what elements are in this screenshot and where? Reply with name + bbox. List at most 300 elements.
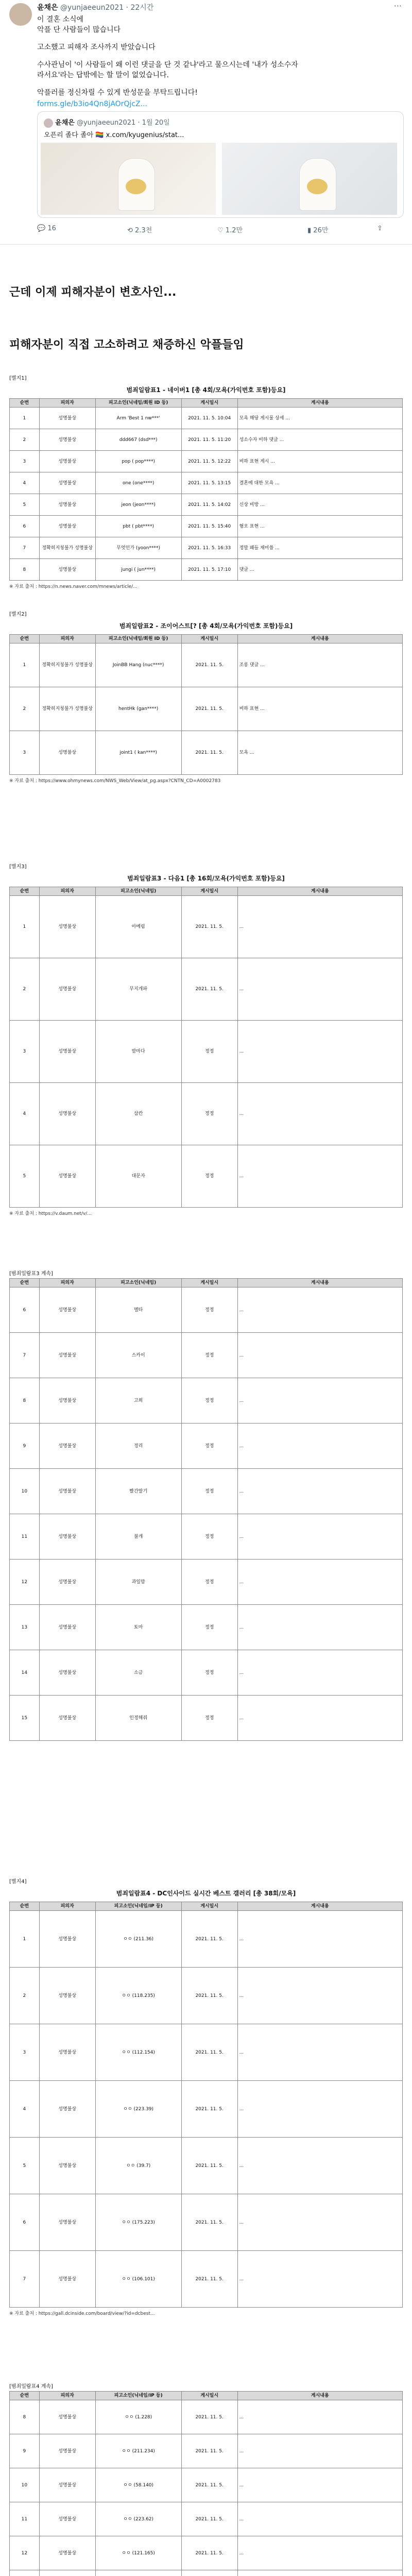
table-cell: hentHk (gan****)	[95, 687, 181, 731]
table-cell: ...	[237, 2194, 402, 2251]
table-row	[10, 472, 403, 494]
table-cell: ㅇㅇ (121.165)	[95, 2536, 181, 2570]
views-button[interactable]: ▮ 26만	[307, 227, 329, 234]
table-cell: 3	[10, 451, 40, 472]
table-cell: 정정	[181, 1333, 237, 1378]
table-cell: ...	[237, 1333, 402, 1378]
table-cell: 성명불상	[39, 2468, 95, 2502]
document-label: [별지1]	[9, 376, 27, 381]
table-cell: 15	[10, 1696, 40, 1741]
table-cell: 성명불상	[39, 1650, 95, 1696]
table-cell: 과일맘	[95, 1560, 181, 1605]
table-cell: ㅇㅇ (211.234)	[95, 2434, 181, 2468]
table-cell: 1	[10, 408, 40, 429]
table-cell: 성명불상	[39, 1968, 95, 2024]
table-row	[10, 2138, 403, 2194]
table-cell: ㅇㅇ (106.101)	[95, 2251, 181, 2308]
column-header: 게시일시	[181, 887, 237, 896]
divider	[0, 244, 412, 245]
table-header-row	[10, 1902, 403, 1911]
table-cell: ...	[237, 2434, 402, 2468]
table-cell: 정정	[181, 1287, 237, 1333]
quote-header	[44, 117, 170, 128]
table-cell: 정말 왜들 재미씁 ...	[237, 537, 402, 559]
table-cell: ㅇㅇ (223.62)	[95, 2502, 181, 2536]
table-cell: 정정	[181, 1021, 237, 1083]
table-cell: 성명불상	[39, 451, 95, 472]
table-cell: ddd667 (dsd***)	[95, 429, 181, 451]
table-row	[10, 958, 403, 1021]
views-count: 26만	[313, 227, 329, 234]
table-cell: 6	[10, 2194, 40, 2251]
table-cell: 2	[10, 958, 40, 1021]
table-cell: 정정	[181, 1378, 237, 1423]
table-cell: 9	[10, 1423, 40, 1469]
table-row	[10, 731, 403, 775]
table-cell: 7	[10, 2251, 40, 2308]
table-cell: one (one****)	[95, 472, 181, 494]
table-cell: 2021. 11. 5. 15:40	[181, 516, 237, 537]
table-cell: 소금	[95, 1650, 181, 1696]
quote-photo[interactable]	[222, 143, 397, 215]
table-cell: ...	[237, 1469, 402, 1514]
table-cell: 정정	[181, 1514, 237, 1560]
evidence-table	[9, 887, 403, 1208]
column-header: 게시내용	[237, 635, 402, 643]
tweet-text-line: 수사관님이 '이 사람들이 왜 이런 댓글을 단 것 같냐'라고 물으시는데 '내가 성소수자	[37, 61, 298, 69]
document-page	[9, 860, 403, 1262]
table-cell: 2021. 11. 5.	[181, 2024, 237, 2081]
column-header: 순번	[10, 887, 40, 896]
table-cell: 정정	[181, 1696, 237, 1741]
document-title: 범죄일람표2 - 조이어스트[? [총 4회/모욕(가익번호 포함)등요]	[119, 622, 293, 630]
table-cell: 토마	[95, 1605, 181, 1650]
table-cell: 3	[10, 2024, 40, 2081]
headline: 근데 이제 피해자분이 변호사인...	[9, 286, 177, 299]
table-cell: 무지개파	[95, 958, 181, 1021]
table-cell: ...	[237, 1423, 402, 1469]
table-cell: 1	[10, 643, 40, 687]
table-cell: 1	[10, 896, 40, 958]
table-row	[10, 643, 403, 687]
table-cell: 2021. 11. 5. 12:22	[181, 451, 237, 472]
table-row	[10, 1514, 403, 1560]
table-cell: 고희	[95, 1378, 181, 1423]
document-page	[9, 1267, 403, 1783]
table-cell: 조롱 댓글 ...	[237, 643, 402, 687]
column-header: 피의자	[39, 2392, 95, 2400]
table-row	[10, 1605, 403, 1650]
table-cell: 성명불상	[39, 1696, 95, 1741]
table-row	[10, 1423, 403, 1469]
document-title: 범죄일람표4 - DC인사이드 실시간 베스트 갤러리 [총 38회/모욕]	[116, 1890, 296, 1897]
table-cell: 14	[10, 1650, 40, 1696]
table-cell: 11	[10, 1514, 40, 1560]
table-cell: 성명불상	[39, 731, 95, 775]
table-cell: ...	[237, 2502, 402, 2536]
table-row	[10, 2194, 403, 2251]
column-header: 순번	[10, 1279, 40, 1287]
table-cell: 멜타	[95, 1287, 181, 1333]
table-cell: ㅇㅇ (39.7)	[95, 2138, 181, 2194]
table-cell: 12	[10, 1560, 40, 1605]
table-cell: ...	[237, 2024, 402, 2081]
author-name[interactable]: 윤채은	[37, 4, 58, 12]
table-cell: 7	[10, 537, 40, 559]
table-cell: 3	[10, 1021, 40, 1083]
tweet-time[interactable]: · 22시간	[126, 4, 154, 12]
table-cell	[39, 2570, 95, 2576]
table-cell: 2	[10, 429, 40, 451]
table-row	[10, 1650, 403, 1696]
table-row	[10, 429, 403, 451]
column-header: 게시내용	[237, 1279, 402, 1287]
table-cell: ...	[237, 2536, 402, 2570]
column-header: 피의자	[39, 399, 95, 408]
evidence-table	[9, 1278, 403, 1741]
table-cell: 성명불상	[39, 1911, 95, 1968]
table-cell: 성명불상	[39, 472, 95, 494]
table-cell: 정정	[181, 1560, 237, 1605]
table-cell: 성명불상	[39, 1469, 95, 1514]
source-link[interactable]: ※ 자료 출처 : https://v.daum.net/v/...	[9, 1211, 92, 1216]
table-cell: 2021. 11. 5.	[181, 2251, 237, 2308]
table-cell: 2021. 11. 5.	[181, 643, 237, 687]
table-cell	[237, 2570, 402, 2576]
table-cell: 정정	[181, 1083, 237, 1145]
document-label: [별지4]	[9, 1879, 27, 1885]
table-cell: 2021. 11. 5.	[181, 2468, 237, 2502]
table-header-row	[10, 887, 403, 896]
table-cell: 4	[10, 472, 40, 494]
table-cell: ...	[237, 1696, 402, 1741]
document-label: [범죄일람표3 계속]	[9, 1271, 53, 1277]
table-cell: 2021. 11. 5. 14:02	[181, 494, 237, 516]
table-cell: 모욕 해당 게시물 상세 ...	[237, 408, 402, 429]
column-header: 순번	[10, 399, 40, 408]
reply-button[interactable]: 💬 16	[37, 225, 56, 232]
table-cell	[181, 2570, 237, 2576]
column-header: 피고소인(닉네임/IP 등)	[95, 1902, 181, 1911]
table-cell: 9	[10, 2434, 40, 2468]
table-cell: 5	[10, 494, 40, 516]
source-link[interactable]: ※ 자료 출처 : https://gall.dcinside.com/board/view/?id=dcbest...	[9, 2311, 155, 2316]
quote-handle: @yunjaeeun2021 · 1월 20일	[76, 119, 170, 127]
tweet-header	[37, 2, 153, 12]
table-cell: 성명불상	[39, 1333, 95, 1378]
table-cell: 2021. 11. 5.	[181, 2502, 237, 2536]
table-cell: ...	[237, 1287, 402, 1333]
table-cell: ㅇㅇ (211.36)	[95, 1911, 181, 1968]
quote-avatar	[44, 118, 53, 128]
table-cell: 2021. 11. 5.	[181, 2536, 237, 2570]
table-cell: 2021. 11. 5.	[181, 687, 237, 731]
table-cell: pbt ( pbt****)	[95, 516, 181, 537]
column-header: 피고소인(닉네임/회원 ID 등)	[95, 399, 181, 408]
column-header: 피의자	[39, 1902, 95, 1911]
table-cell: 스카이	[95, 1333, 181, 1378]
table-cell: 아메림	[95, 896, 181, 958]
like-count: 1.2만	[225, 227, 243, 234]
table-cell: 비하 표현 게시 ...	[237, 451, 402, 472]
table-header-row	[10, 2392, 403, 2400]
table-cell: 성명불상	[39, 2194, 95, 2251]
column-header: 게시내용	[237, 887, 402, 896]
table-cell: 성명불상	[39, 1514, 95, 1560]
table-cell: 성명불상	[39, 2434, 95, 2468]
table-cell: pop ( pop****)	[95, 451, 181, 472]
table-cell: 성명불상	[39, 2251, 95, 2308]
table-cell: 대문자	[95, 1145, 181, 1208]
table-row	[10, 2502, 403, 2536]
column-header: 피의자	[39, 1279, 95, 1287]
column-header: 게시일시	[181, 1902, 237, 1911]
table-cell: ...	[237, 2081, 402, 2138]
table-cell: 정정	[181, 1145, 237, 1208]
column-header: 피의자	[39, 887, 95, 896]
table-cell: ㅇㅇ (1.228)	[95, 2400, 181, 2434]
table-cell: 결혼에 대한 모욕 ...	[237, 472, 402, 494]
evidence-table	[9, 1902, 403, 2308]
table-cell: 성명불상	[39, 408, 95, 429]
table-row	[10, 408, 403, 429]
retweet-button[interactable]: ⟲ 2.3천	[127, 227, 152, 234]
table-cell: jungi ( jun****)	[95, 559, 181, 581]
table-cell: ...	[237, 1911, 402, 1968]
table-row	[10, 2024, 403, 2081]
tweet-text-line: 라서요'라는 답밖에는 할 말이 없었습니다.	[37, 71, 169, 79]
avatar[interactable]	[9, 3, 32, 26]
table-cell: ...	[237, 2251, 402, 2308]
column-header: 게시내용	[237, 2392, 402, 2400]
table-cell: 성명불상	[39, 1378, 95, 1423]
column-header: 피고소인(닉네임/회원 ID 등)	[95, 635, 181, 643]
tweet-card	[0, 0, 412, 242]
source-link[interactable]: ※ 자료 출처 : https://n.news.naver.com/mnews/article/...	[9, 584, 138, 589]
table-cell: 7	[10, 1333, 40, 1378]
column-header: 피의자	[39, 635, 95, 643]
table-cell: ...	[237, 1968, 402, 2024]
table-cell: 성명불상	[39, 958, 95, 1021]
document-page	[9, 372, 403, 588]
table-row	[10, 1145, 403, 1208]
document-title: 범죄일람표3 - 다음1 [총 16회/모욕(가익번호 포함)등요]	[127, 875, 285, 882]
photo-bouquet	[126, 179, 146, 194]
table-cell: 정확히지칭불가 성명불상	[39, 643, 95, 687]
more-icon[interactable]: ···	[393, 1, 402, 11]
table-cell: 10	[10, 1469, 40, 1514]
table-cell: 성명불상	[39, 2138, 95, 2194]
column-header: 게시일시	[181, 635, 237, 643]
quote-photo[interactable]	[41, 143, 216, 215]
table-cell: 댓글 ...	[237, 559, 402, 581]
table-cell: joint1 ( kan****)	[95, 731, 181, 775]
table-cell: 성명불상	[39, 1560, 95, 1605]
table-row	[10, 1333, 403, 1378]
table-cell: 2021. 11. 5. 10:04	[181, 408, 237, 429]
reply-count: 16	[47, 225, 56, 232]
table-cell: 2021. 11. 5.	[181, 731, 237, 775]
document-label: [별지3]	[9, 864, 27, 870]
table-cell: 6	[10, 516, 40, 537]
table-cell: 8	[10, 2400, 40, 2434]
table-cell: 2021. 11. 5.	[181, 958, 237, 1021]
column-header: 게시일시	[181, 1279, 237, 1287]
table-cell: 성명불상	[39, 2400, 95, 2434]
table-cell: 2021. 11. 5.	[181, 1968, 237, 2024]
retweet-count: 2.3천	[135, 227, 152, 234]
table-cell: 8	[10, 559, 40, 581]
table-row	[10, 1696, 403, 1741]
table-cell: 2021. 11. 5.	[181, 2194, 237, 2251]
table-row	[10, 451, 403, 472]
table-cell: 4	[10, 2081, 40, 2138]
table-cell: ㅇㅇ (58.140)	[95, 2468, 181, 2502]
table-cell: 2021. 11. 5. 13:15	[181, 472, 237, 494]
form-link[interactable]: forms.gle/b3io4Qn8jAOrQjcZ...	[37, 100, 147, 108]
table-row	[10, 2468, 403, 2502]
evidence-table	[9, 398, 403, 581]
table-cell: 정정	[181, 1423, 237, 1469]
table-row	[10, 687, 403, 731]
table-cell: 1	[10, 1911, 40, 1968]
table-row	[10, 2081, 403, 2138]
document-page	[9, 2380, 403, 2576]
table-cell: 2021. 11. 5.	[181, 896, 237, 958]
table-cell: 성명불상	[39, 1287, 95, 1333]
column-header: 순번	[10, 2392, 40, 2400]
table-cell: 5	[10, 2138, 40, 2194]
table-cell: ...	[237, 1605, 402, 1650]
table-cell: 6	[10, 1287, 40, 1333]
table-cell: 성명불상	[39, 2502, 95, 2536]
table-cell: 정확히지칭불가 성명불상	[39, 687, 95, 731]
table-cell: Arm 'Best 1 nw***'	[95, 408, 181, 429]
table-cell: 성명불상	[39, 1605, 95, 1650]
table-cell: ...	[237, 2468, 402, 2502]
tweet-text-line: 고소했고 피해자 조사까지 받았습니다	[37, 43, 156, 52]
table-cell: 2021. 11. 5.	[181, 2081, 237, 2138]
table-cell: 비하 표현 ...	[237, 687, 402, 731]
tweet-text-line: 이 결혼 소식에	[37, 15, 84, 24]
table-cell: 정정	[181, 1650, 237, 1696]
table-cell: 인정해줘	[95, 1696, 181, 1741]
quoted-tweet[interactable]	[37, 111, 404, 218]
source-link[interactable]: ※ 자료 출처 : https://www.ohmynews.com/NWS_Web/View/at_pg.aspx?CNTN_CD=A0002783	[9, 778, 221, 784]
quote-text: 오픈리 졸다 졸아 🏳️‍🌈 x.com/kyugenius/stat...	[44, 131, 184, 139]
table-cell: ㅇㅇ (112.154)	[95, 2024, 181, 2081]
table-row	[10, 1378, 403, 1423]
table-cell: 성명불상	[39, 559, 95, 581]
table-cell: 11	[10, 2502, 40, 2536]
table-cell: 2021. 11. 5.	[181, 2138, 237, 2194]
table-cell: JoinBB Hang (nuc****)	[95, 643, 181, 687]
table-cell: 성명불상	[39, 2536, 95, 2570]
table-cell: ...	[237, 896, 402, 958]
table-row	[10, 559, 403, 581]
tweet-text-line: 악플 단 사람들이 많습니다	[37, 26, 121, 34]
table-cell: 성명불상	[39, 1021, 95, 1083]
document-title: 범죄일람표1 - 네이버1 [총 4회/모욕(가익번호 포함)등요]	[126, 386, 286, 394]
column-header: 순번	[10, 635, 40, 643]
table-row	[10, 2536, 403, 2570]
table-cell: 성명불상	[39, 429, 95, 451]
table-cell: 2021. 11. 5. 11:20	[181, 429, 237, 451]
table-header-row	[10, 399, 403, 408]
table-cell: 성명불상	[39, 1423, 95, 1469]
table-cell	[10, 2570, 40, 2576]
table-cell: ...	[237, 2400, 402, 2434]
evidence-table	[9, 2391, 403, 2576]
table-cell: 성명불상	[39, 896, 95, 958]
table-cell: 빨간딸기	[95, 1469, 181, 1514]
table-cell: ㅇㅇ (175.223)	[95, 2194, 181, 2251]
table-cell: ㅇㅇ (118.235)	[95, 1968, 181, 2024]
table-row	[10, 1560, 403, 1605]
table-cell: 성명불상	[39, 2024, 95, 2081]
table-cell: ...	[237, 1021, 402, 1083]
table-cell: 밤마다	[95, 1021, 181, 1083]
column-header: 게시일시	[181, 2392, 237, 2400]
document-label: [별지2]	[9, 612, 27, 617]
table-cell: 정정	[181, 1469, 237, 1514]
document-page	[9, 1875, 403, 2349]
section-title: 피해자분이 직접 고소하려고 채증하신 악플들임	[9, 338, 244, 351]
table-cell: ...	[237, 958, 402, 1021]
table-row	[10, 494, 403, 516]
table-row	[10, 1021, 403, 1083]
table-cell: 불개	[95, 1514, 181, 1560]
table-row	[10, 1287, 403, 1333]
table-cell: 4	[10, 1083, 40, 1145]
column-header: 피고소인(닉네임)	[95, 887, 181, 896]
evidence-table	[9, 634, 403, 775]
table-cell: 모욕 ...	[237, 731, 402, 775]
table-cell: 성명불상	[39, 2081, 95, 2138]
table-cell: 삼칸	[95, 1083, 181, 1145]
column-header: 게시일시	[181, 399, 237, 408]
table-row	[10, 2434, 403, 2468]
share-icon[interactable]: ⇪	[377, 225, 383, 232]
table-cell: 3	[10, 731, 40, 775]
table-row	[10, 1968, 403, 2024]
table-cell: 신상 비방 ...	[237, 494, 402, 516]
document-label: [범죄일람표4 계속]	[9, 2384, 53, 2389]
table-cell: ...	[237, 1514, 402, 1560]
table-cell: 성명불상	[39, 494, 95, 516]
table-cell: 13	[10, 1605, 40, 1650]
table-cell: 5	[10, 1145, 40, 1208]
column-header: 순번	[10, 1902, 40, 1911]
table-cell: 정확히지칭불가 성명불상	[39, 537, 95, 559]
table-cell: 2021. 11. 5.	[181, 2400, 237, 2434]
tweet-text-line: 악플러를 정신차릴 수 있게 반성문을 부탁드립니다!	[37, 89, 198, 97]
table-cell: 8	[10, 1378, 40, 1423]
table-cell: ...	[237, 1145, 402, 1208]
author-handle[interactable]: @yunjaeeun2021	[60, 4, 124, 12]
column-header: 피고소인(닉네임)	[95, 1279, 181, 1287]
like-button[interactable]: ♡ 1.2만	[217, 227, 243, 234]
table-row	[10, 1469, 403, 1514]
table-cell: ...	[237, 2138, 402, 2194]
table-cell: ...	[237, 1560, 402, 1605]
table-cell: 성명불상	[39, 1083, 95, 1145]
table-cell: 정정	[181, 1605, 237, 1650]
table-cell: 2	[10, 687, 40, 731]
column-header: 피고소인(닉네임/IP 등)	[95, 2392, 181, 2400]
table-cell: jeon (jeon****)	[95, 494, 181, 516]
document-page	[9, 608, 403, 814]
